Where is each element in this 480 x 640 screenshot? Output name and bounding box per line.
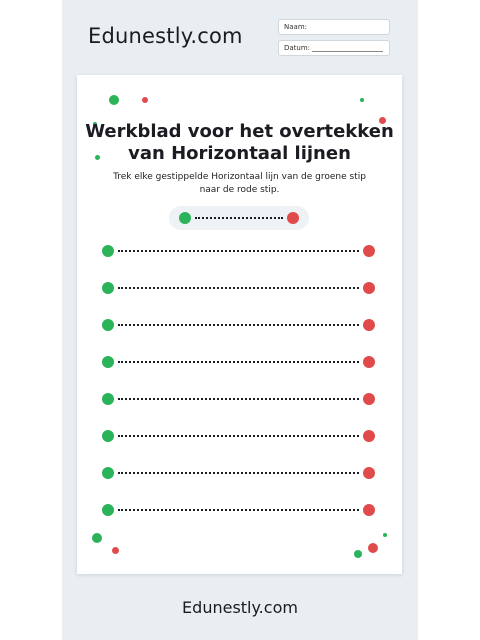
decorative-dot xyxy=(360,98,364,102)
example-green-dot xyxy=(179,212,191,224)
decorative-dot xyxy=(92,533,102,543)
example-line xyxy=(169,206,309,230)
decorative-dot xyxy=(142,97,148,103)
instruction-line-1: Trek elke gestippelde Horizontaal lijn van de groene stip xyxy=(113,172,366,182)
decorative-dot xyxy=(368,543,378,553)
name-field[interactable] xyxy=(278,19,390,35)
tracing-line[interactable] xyxy=(102,281,375,295)
worksheet-title xyxy=(77,121,402,165)
red-end-dot xyxy=(363,393,375,405)
dotted-line xyxy=(118,472,359,474)
example-red-dot xyxy=(287,212,299,224)
red-end-dot xyxy=(363,319,375,331)
green-start-dot xyxy=(102,282,114,294)
instruction-line-2: naar de rode stip. xyxy=(199,185,280,195)
title-line-1: Werkblad voor het overtekken xyxy=(85,121,394,142)
red-end-dot xyxy=(363,430,375,442)
dotted-line xyxy=(118,435,359,437)
red-end-dot xyxy=(363,245,375,257)
tracing-line[interactable] xyxy=(102,355,375,369)
dotted-line xyxy=(118,324,359,326)
dotted-line xyxy=(118,287,359,289)
date-field[interactable] xyxy=(278,40,390,56)
decorative-dot xyxy=(112,547,119,554)
tracing-line[interactable] xyxy=(102,466,375,480)
worksheet xyxy=(77,75,402,574)
red-end-dot xyxy=(363,504,375,516)
green-start-dot xyxy=(102,467,114,479)
green-start-dot xyxy=(102,393,114,405)
instruction-text xyxy=(77,171,402,197)
tracing-line[interactable] xyxy=(102,503,375,517)
green-start-dot xyxy=(102,245,114,257)
tracing-line[interactable] xyxy=(102,318,375,332)
tracing-line[interactable] xyxy=(102,244,375,258)
tracing-line[interactable] xyxy=(102,429,375,443)
dotted-line xyxy=(118,398,359,400)
green-start-dot xyxy=(102,430,114,442)
tracing-line[interactable] xyxy=(102,392,375,406)
decorative-dot xyxy=(354,550,362,558)
dotted-line xyxy=(118,361,359,363)
green-start-dot xyxy=(102,319,114,331)
green-start-dot xyxy=(102,356,114,368)
brand-logo-text: Edunestly.com xyxy=(88,24,243,48)
red-end-dot xyxy=(363,467,375,479)
decorative-dot xyxy=(383,533,387,537)
example-dotted-line xyxy=(195,217,283,219)
name-label: Naam: xyxy=(284,23,307,31)
dotted-line xyxy=(118,250,359,252)
title-line-2: van Horizontaal lijnen xyxy=(128,143,351,164)
decorative-dot xyxy=(109,95,119,105)
date-underline xyxy=(312,44,383,52)
footer-brand-text: Edunestly.com xyxy=(182,598,298,617)
green-start-dot xyxy=(102,504,114,516)
red-end-dot xyxy=(363,282,375,294)
dotted-line xyxy=(118,509,359,511)
red-end-dot xyxy=(363,356,375,368)
date-label: Datum: xyxy=(284,44,311,52)
